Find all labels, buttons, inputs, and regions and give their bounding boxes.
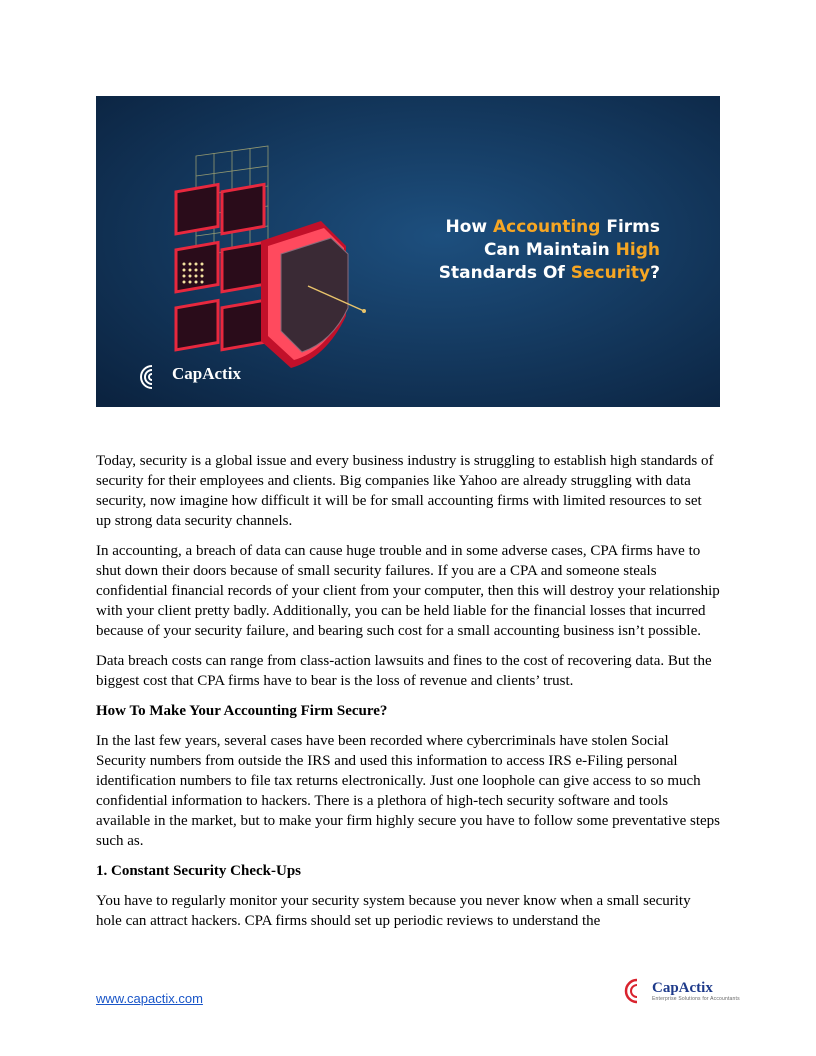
paragraph-2: In accounting, a breach of data can cause huge trouble and in some adverse cases, CPA firms have to shut down their doors because of small security failures. If you are a CPA and someone steals confidential financial records of your client from your computer, then this will destroy your relationship with your client pretty badly. Additionally, you can be held liable for the financial losses that incurred because of your security failure, and bearing such cost for a small accounting business isn’t possible. xyxy=(96,543,720,639)
banner-logo-text: CapActix xyxy=(172,364,241,383)
list-heading: 1. Constant Security Check-Ups xyxy=(96,863,302,879)
hero-banner xyxy=(96,96,720,407)
footer-logo-name: CapActix xyxy=(652,980,713,996)
paragraph-4: In the last few years, several cases have been recorded where cybercriminals have stolen Social Security numbers from outside the IRS and used this information to access IRS e-Filing personal identification numbers to file tax returns electronically. Just one loophole can give access to so much confidential information to hackers. There is a plethora of high-tech security software and tools available in the market, but to make your firm highly secure you have to follow some preventative steps such as. xyxy=(96,733,720,849)
paragraph-5: You have to regularly monitor your security system because you never know when a small security hole can attract hackers. CPA firms should set up periodic reviews to understand the xyxy=(96,893,691,929)
banner-headline: How Accounting Firms Can Maintain High Standards Of Security? xyxy=(438,217,660,283)
website-link[interactable]: www.capactix.com xyxy=(96,991,203,1006)
capactix-logo-icon xyxy=(624,978,650,1004)
paragraph-1: Today, security is a global issue and every business industry is struggling to establish high standards of security for their employees and clients. Big companies like Yahoo are already struggling with data security, now imagine how difficult it will be for small accounting firms with limited resources to set up strong data security channels. xyxy=(96,453,714,529)
footer-logo xyxy=(624,978,740,1004)
banner-logo xyxy=(140,364,241,384)
paragraph-3: Data breach costs can range from class-action lawsuits and fines to the cost of recovering data. But the biggest cost that CPA firms have to bear is the loss of revenue and clients’ trust. xyxy=(96,653,712,689)
footer-logo-tagline: Enterprise Solutions for Accountants xyxy=(652,996,740,1002)
section-heading: How To Make Your Accounting Firm Secure? xyxy=(96,703,388,719)
article-body xyxy=(96,451,720,941)
